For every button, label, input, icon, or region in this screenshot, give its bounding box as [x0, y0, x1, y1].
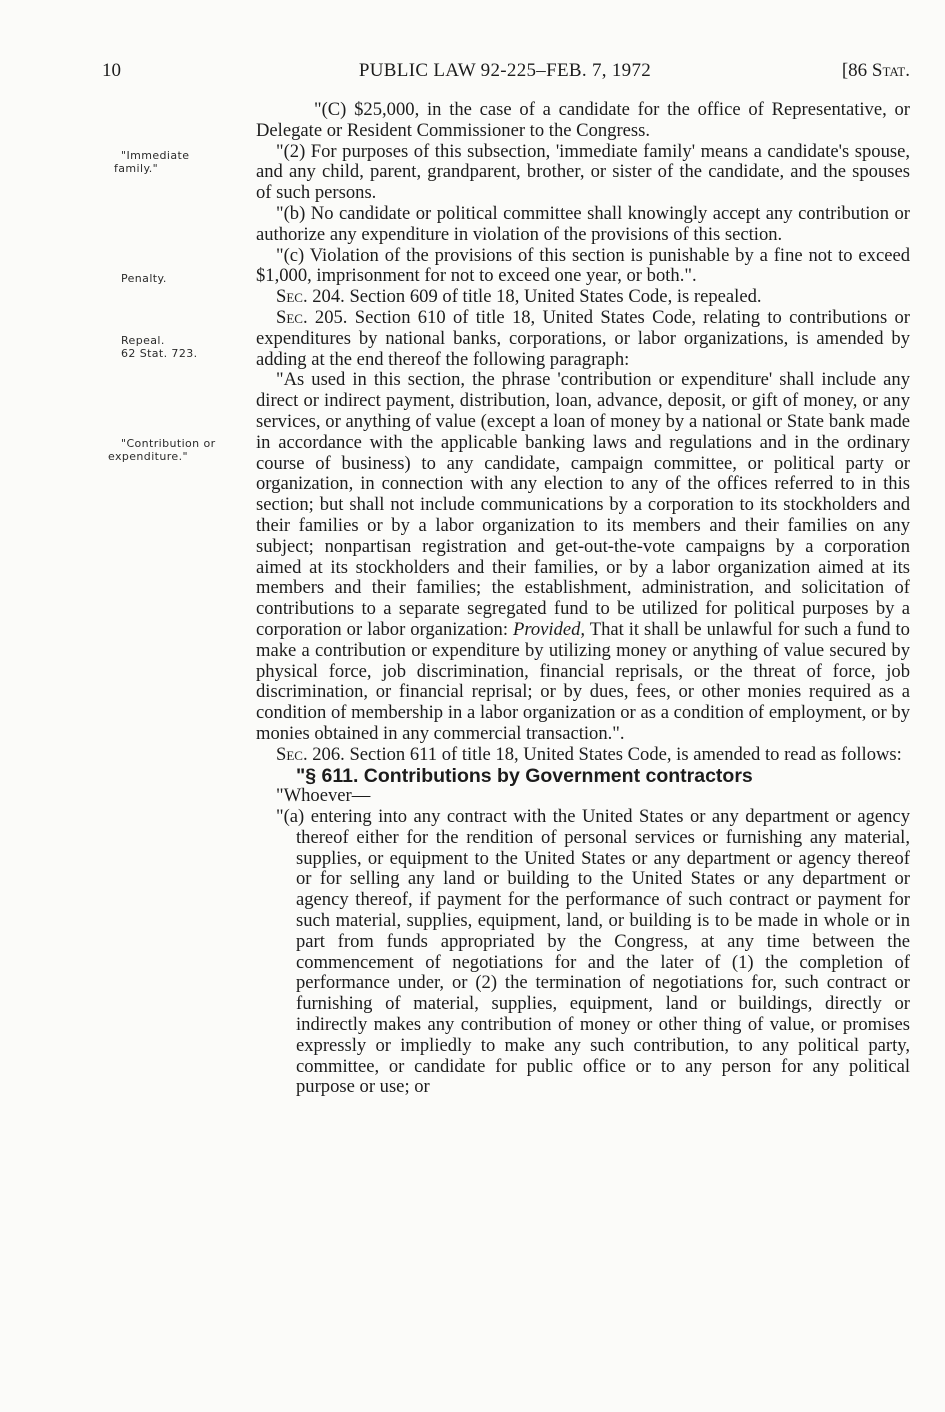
margin-note-contribution-2: expenditure." [108, 450, 188, 463]
as-used-text-b: That it shall be unlawful for such a fund to make a contribution or expenditure by utilizing money or anything of value secured by physical force, job discrimination, financial reprisals, or the threat of force, job discrimination, or financial reprisal; or by dues, fees, or other monies required as a condition of membership in a labor organization or as a condition of employment, or by monies obtained in any commercial transaction.". [256, 618, 910, 744]
stat-label: Stat. [871, 60, 910, 81]
section-206 [256, 745, 910, 766]
running-head: PUBLIC LAW 92-225–FEB. 7, 1972 [358, 60, 652, 81]
whoever-line: "Whoever— [276, 785, 371, 807]
provided-word: Provided, [512, 618, 586, 640]
section-205 [256, 308, 910, 370]
statute-reference [842, 60, 910, 82]
margin-note-repeal: Repeal. [121, 334, 165, 347]
section-206-text: 206. Section 611 of title 18, United States Code, is amended to read as follows: [307, 743, 902, 765]
section-label: Sec. [276, 743, 308, 765]
stat-bracket: [ [841, 60, 849, 81]
section-label: Sec. [276, 286, 308, 308]
page-header [100, 60, 910, 88]
section-204 [256, 287, 910, 308]
body-text [256, 100, 910, 1098]
paragraph-as-used [256, 370, 910, 744]
section-label: Sec. [276, 306, 308, 328]
margin-note-penalty: Penalty. [121, 272, 167, 285]
page-number: 10 [102, 60, 121, 81]
margin-note-immediate-family-1: "Immediate [121, 149, 190, 162]
section-611-heading: "§ 611. Contributions by Government contractors [296, 764, 753, 787]
paragraph-b-no-candidate: "(b) No candidate or political committee shall knowingly accept any contribution or authorize any expenditure in violation of the provisions of this section. [256, 202, 910, 245]
margin-note-immediate-family-2: family." [114, 162, 159, 175]
section-205-text: 205. Section 610 of title 18, United States Code, relating to contributions or expenditures by national banks, corporations, or labor organizations, is amended by adding at the end thereof the following paragraph: [256, 306, 910, 370]
paragraph-c-25000: "(C) $25,000, in the case of a candidate for the office of Representative, or Delegate or Resident Commissioner to the Congress. [256, 99, 910, 141]
section-204-text: 204. Section 609 of title 18, United States Code, is repealed. [307, 286, 762, 308]
margin-note-contribution-1: "Contribution or [121, 437, 216, 450]
paragraph-c-penalty: "(c) Violation of the provisions of this section is punishable by a fine not to exceed $1,000, imprisonment for not to exceed one year, or both.". [256, 244, 910, 287]
paragraph-immediate-family: "(2) For purposes of this subsection, 'immediate family' means a candidate's spouse, and any child, parent, grandparent, brother, or sister of the candidate, and the spouses of such persons. [256, 140, 910, 204]
margin-note-stat-cite: 62 Stat. 723. [121, 347, 198, 360]
paragraph-a-contract: "(a) entering into any contract with the United States or any department or agency thereof either for the rendition of personal services or furnishing any material, supplies, or equipment to the United States or any department or agency thereof or for selling any land or building to the United States or any department or agency thereof, if payment for the performance of such contract or payment for such material, supplies, equipment, land, or building is to be made in whole or in part from funds appropriated by the Congress, at any time between the commencement of negotiations for and the later of (1) the completion of performance under, or (2) the termination of negotiations for, such contract or furnishing of material, supplies, equipment, land or buildings, directly or indirectly makes any contribution of money or other thing of value, or promises expressly or impliedly to make any such contribution, to any political party, committee, or candidate for public office or to any person for any political purpose or use; or [276, 806, 910, 1098]
stat-number: 86 [848, 60, 868, 81]
as-used-text-a: "As used in this section, the phrase 'contribution or expenditure' shall include any direct or indirect payment, distribution, loan, advance, deposit, or gift of money, or any services, or anything of value (except a loan of money by a national or State bank made in accordance with the applicable banking laws and regulations and in the ordinary course of business) to any candidate, campaign committee, or political party or organization, in connection with any election to any of the offices referred to in this section; but shall not include communications by a corporation to its stockholders and their families or by a labor organization to its members and their families on any subject; nonpartisan registration and get-out-the-vote campaigns by a corporation aimed at its stockholders and their families, or by a labor organization aimed at its members and their families; the establishment, administration, and solicitation of contributions to a separate segregated fund to be utilized for political purposes by a corporation or labor organization: [256, 369, 910, 640]
